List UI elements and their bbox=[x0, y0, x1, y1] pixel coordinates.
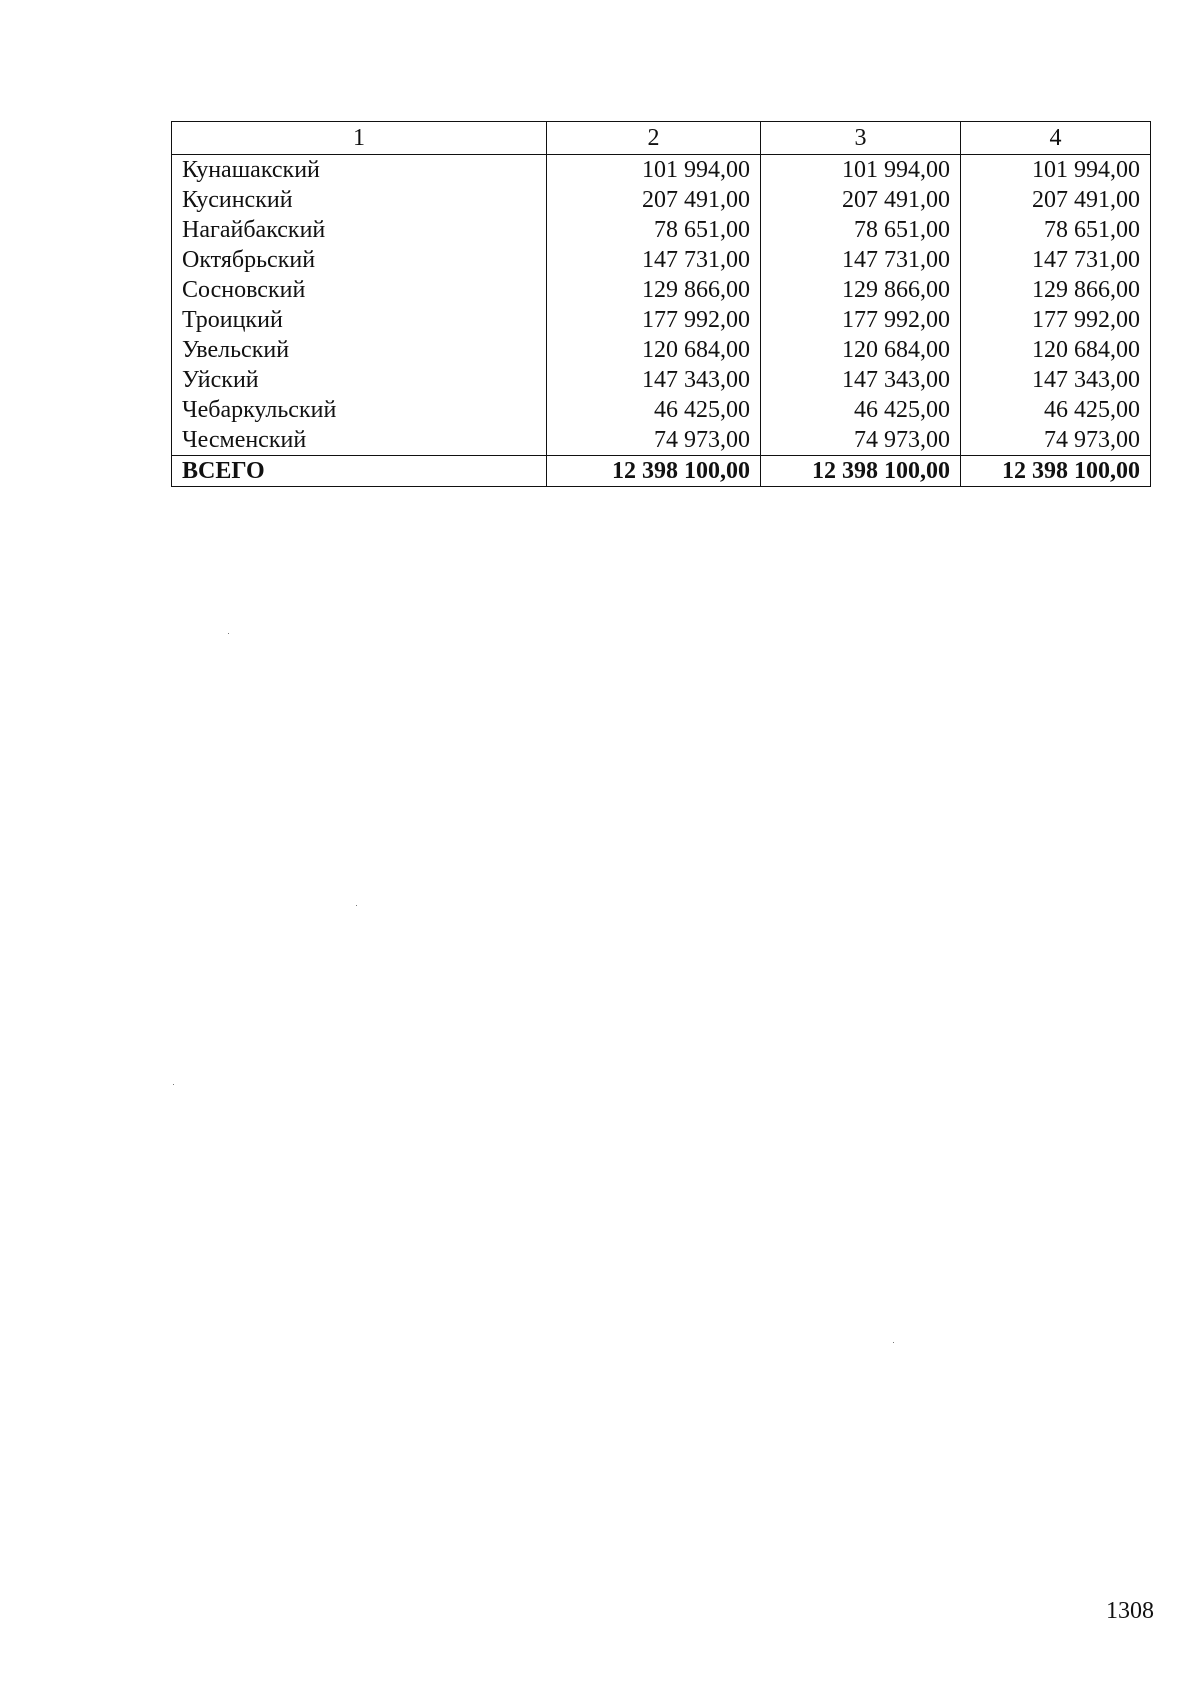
total-col-3: 12 398 100,00 bbox=[761, 456, 961, 487]
value-col-4: 177 992,00 bbox=[961, 305, 1151, 335]
scan-speck bbox=[356, 905, 357, 906]
table-row bbox=[172, 275, 1151, 305]
scan-speck bbox=[173, 1084, 174, 1085]
table-row bbox=[172, 215, 1151, 245]
column-header-2: 2 bbox=[547, 122, 761, 155]
value-col-3: 120 684,00 bbox=[761, 335, 961, 365]
value-col-2: 78 651,00 bbox=[547, 215, 761, 245]
value-col-2: 46 425,00 bbox=[547, 395, 761, 425]
value-col-2: 147 731,00 bbox=[547, 245, 761, 275]
value-col-3: 147 731,00 bbox=[761, 245, 961, 275]
table-row bbox=[172, 245, 1151, 275]
value-col-2: 177 992,00 bbox=[547, 305, 761, 335]
value-col-2: 120 684,00 bbox=[547, 335, 761, 365]
value-col-4: 147 343,00 bbox=[961, 365, 1151, 395]
value-col-2: 74 973,00 bbox=[547, 425, 761, 456]
value-col-3: 207 491,00 bbox=[761, 185, 961, 215]
value-col-4: 120 684,00 bbox=[961, 335, 1151, 365]
table-row bbox=[172, 425, 1151, 456]
table-row bbox=[172, 395, 1151, 425]
district-name: Октябрьский bbox=[172, 245, 547, 275]
value-col-3: 46 425,00 bbox=[761, 395, 961, 425]
scan-speck bbox=[228, 633, 229, 634]
value-col-4: 78 651,00 bbox=[961, 215, 1151, 245]
value-col-4: 74 973,00 bbox=[961, 425, 1151, 456]
table-row bbox=[172, 185, 1151, 215]
column-header-4: 4 bbox=[961, 122, 1151, 155]
value-col-4: 46 425,00 bbox=[961, 395, 1151, 425]
value-col-3: 129 866,00 bbox=[761, 275, 961, 305]
district-name: Нагайбакский bbox=[172, 215, 547, 245]
value-col-2: 129 866,00 bbox=[547, 275, 761, 305]
budget-table bbox=[171, 121, 1151, 487]
page-number: 1308 bbox=[1106, 1598, 1154, 1624]
district-name: Троицкий bbox=[172, 305, 547, 335]
district-name: Чебаркульский bbox=[172, 395, 547, 425]
district-name: Кунашакский bbox=[172, 155, 547, 186]
total-label: ВСЕГО bbox=[172, 456, 547, 487]
column-header-3: 3 bbox=[761, 122, 961, 155]
district-name: Увельский bbox=[172, 335, 547, 365]
district-name: Сосновский bbox=[172, 275, 547, 305]
district-name: Чесменский bbox=[172, 425, 547, 456]
value-col-4: 147 731,00 bbox=[961, 245, 1151, 275]
value-col-4: 207 491,00 bbox=[961, 185, 1151, 215]
header-row bbox=[172, 122, 1151, 155]
table-header bbox=[172, 122, 1151, 155]
total-col-4: 12 398 100,00 bbox=[961, 456, 1151, 487]
district-name: Кусинский bbox=[172, 185, 547, 215]
value-col-4: 101 994,00 bbox=[961, 155, 1151, 186]
table-body bbox=[172, 155, 1151, 487]
total-col-2: 12 398 100,00 bbox=[547, 456, 761, 487]
value-col-2: 101 994,00 bbox=[547, 155, 761, 186]
value-col-3: 147 343,00 bbox=[761, 365, 961, 395]
value-col-2: 207 491,00 bbox=[547, 185, 761, 215]
value-col-3: 78 651,00 bbox=[761, 215, 961, 245]
value-col-4: 129 866,00 bbox=[961, 275, 1151, 305]
value-col-3: 74 973,00 bbox=[761, 425, 961, 456]
column-header-1: 1 bbox=[172, 122, 547, 155]
table-row bbox=[172, 155, 1151, 186]
value-col-3: 177 992,00 bbox=[761, 305, 961, 335]
value-col-2: 147 343,00 bbox=[547, 365, 761, 395]
table-row bbox=[172, 335, 1151, 365]
total-row bbox=[172, 456, 1151, 487]
district-name: Уйский bbox=[172, 365, 547, 395]
value-col-3: 101 994,00 bbox=[761, 155, 961, 186]
table-row bbox=[172, 365, 1151, 395]
scan-speck bbox=[893, 1342, 894, 1343]
table-row bbox=[172, 305, 1151, 335]
